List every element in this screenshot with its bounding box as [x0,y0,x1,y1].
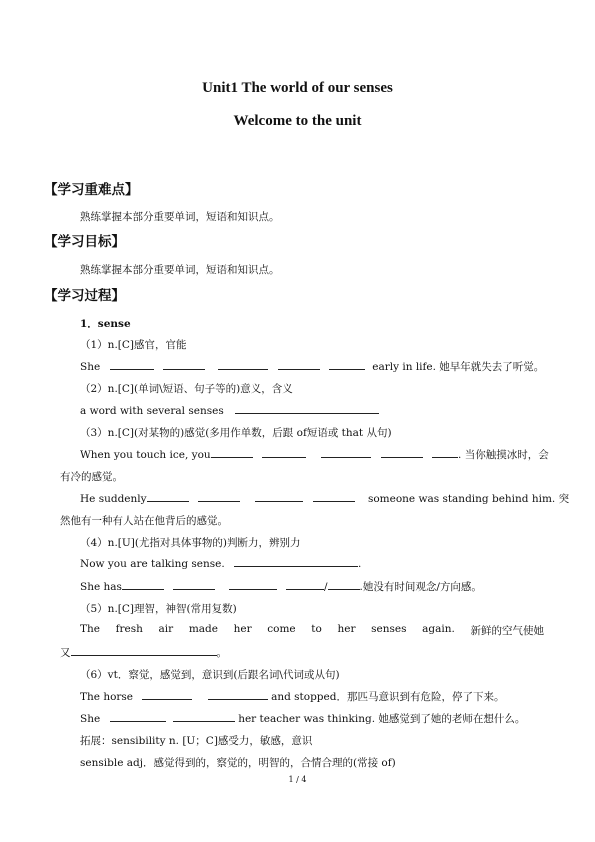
item-heading-sense: 1．sense [80,318,131,330]
blank[interactable] [329,360,365,370]
exercise-line [80,359,544,374]
section-heading-process: 【学习过程】 [44,288,125,304]
blank[interactable] [234,557,358,567]
blank[interactable] [313,492,355,502]
word: again. [422,623,455,635]
word: fresh [115,623,143,635]
exercise-line [80,623,544,638]
word: her [337,623,356,635]
blank[interactable] [211,448,253,458]
blank[interactable] [255,492,303,502]
blank[interactable] [110,712,166,722]
blank[interactable] [147,492,189,502]
word: come [267,623,296,635]
sentence-end: early in life. 她早年就失去了听觉。 [372,361,545,373]
blank[interactable] [163,360,205,370]
sentence-start: The horse [80,691,134,703]
exercise-line [80,579,482,594]
sentence-start: He suddenly [80,493,147,505]
page-number: 1 / 4 [288,775,307,784]
exercise-line: Now you are talking sense. . [80,558,362,570]
sentence-end: and stopped．那匹马意识到有危险，停了下来。 [271,691,505,703]
blank[interactable] [286,580,324,590]
blank[interactable] [208,690,268,700]
meaning-3: （3）n.[C](对某物的)感觉(多用作单数，后跟 of短语或 that 从句) [80,427,392,439]
blank[interactable] [71,646,217,656]
goals-text: 熟练掌握本部分重要单词，短语和知识点。 [80,264,280,276]
sentence-end: 新鲜的空气使她 [470,625,544,637]
blank[interactable] [278,360,320,370]
sentence-end: .她没有时间观念/方向感。 [359,581,482,593]
blank[interactable] [229,580,277,590]
blank[interactable] [381,448,423,458]
sentence-start: When you touch ice, you [80,449,211,461]
exercise-line: When you touch ice, you . 当你触摸冰时，会 [80,449,549,461]
page-title: Unit1 The world of our senses [202,80,393,96]
blank[interactable] [122,580,164,590]
word: air [158,623,174,635]
blank[interactable] [198,492,240,502]
section-heading-goals: 【学习目标】 [44,234,125,250]
meaning-5: （5）n.[C]理智，神智(常用复数) [80,603,237,615]
word: made [188,623,218,635]
extension-sensible: sensible adj．感觉得到的，察觉的，明智的，合情合理的(常接 of) [80,757,396,769]
section-heading-key-points: 【学习重难点】 [44,182,139,198]
sentence-start: She [80,713,101,725]
word: senses [371,623,407,635]
sentence-end: someone was standing behind him. 突 [367,493,570,505]
blank[interactable] [328,580,360,590]
blank[interactable] [321,448,371,458]
sentence-start: a word with several senses [80,405,224,417]
page-subtitle: Welcome to the unit [233,113,362,129]
blank[interactable] [218,360,268,370]
sentence-start: Now you are talking sense. [80,558,225,570]
sentence-continuation: 又 。 [60,647,227,659]
meaning-6: （6）vt．察觉，感觉到，意识到(后跟名词\代词或从句) [80,669,340,681]
blank[interactable] [235,404,379,414]
blank[interactable] [432,448,458,458]
word: to [311,623,322,635]
meaning-1: （1）n.[C]感官，官能 [80,339,187,351]
blank[interactable] [110,360,154,370]
key-points-text: 熟练掌握本部分重要单词，短语和知识点。 [80,211,280,223]
slash: / [323,581,328,593]
sentence-continuation: 有冷的感觉。 [60,471,123,483]
sentence-start: She [80,361,101,373]
word: her [233,623,252,635]
sentence-continuation: 然他有一种有人站在他背后的感觉。 [60,515,228,527]
blank[interactable] [142,690,192,700]
exercise-line [80,404,379,417]
meaning-4: （4）n.[U](尤指对具体事物的)判断力，辨别力 [80,537,301,549]
blank[interactable] [262,448,306,458]
meaning-2: （2）n.[C](单词\短语、句子等的)意义，含义 [80,383,293,395]
exercise-line [80,689,504,704]
blank[interactable] [173,580,215,590]
word: The [80,623,100,635]
sentence-end: 当你触摸冰时，会 [464,449,549,461]
sentence-start: She has [80,581,122,593]
exercise-line [80,711,525,726]
exercise-line [80,491,569,506]
extension-sensibility: 拓展：sensibility n. [U；C]感受力，敏感，意识 [80,735,313,747]
sentence-end: her teacher was thinking. 她感觉到了她的老师在想什么。 [238,713,526,725]
blank[interactable] [173,712,235,722]
